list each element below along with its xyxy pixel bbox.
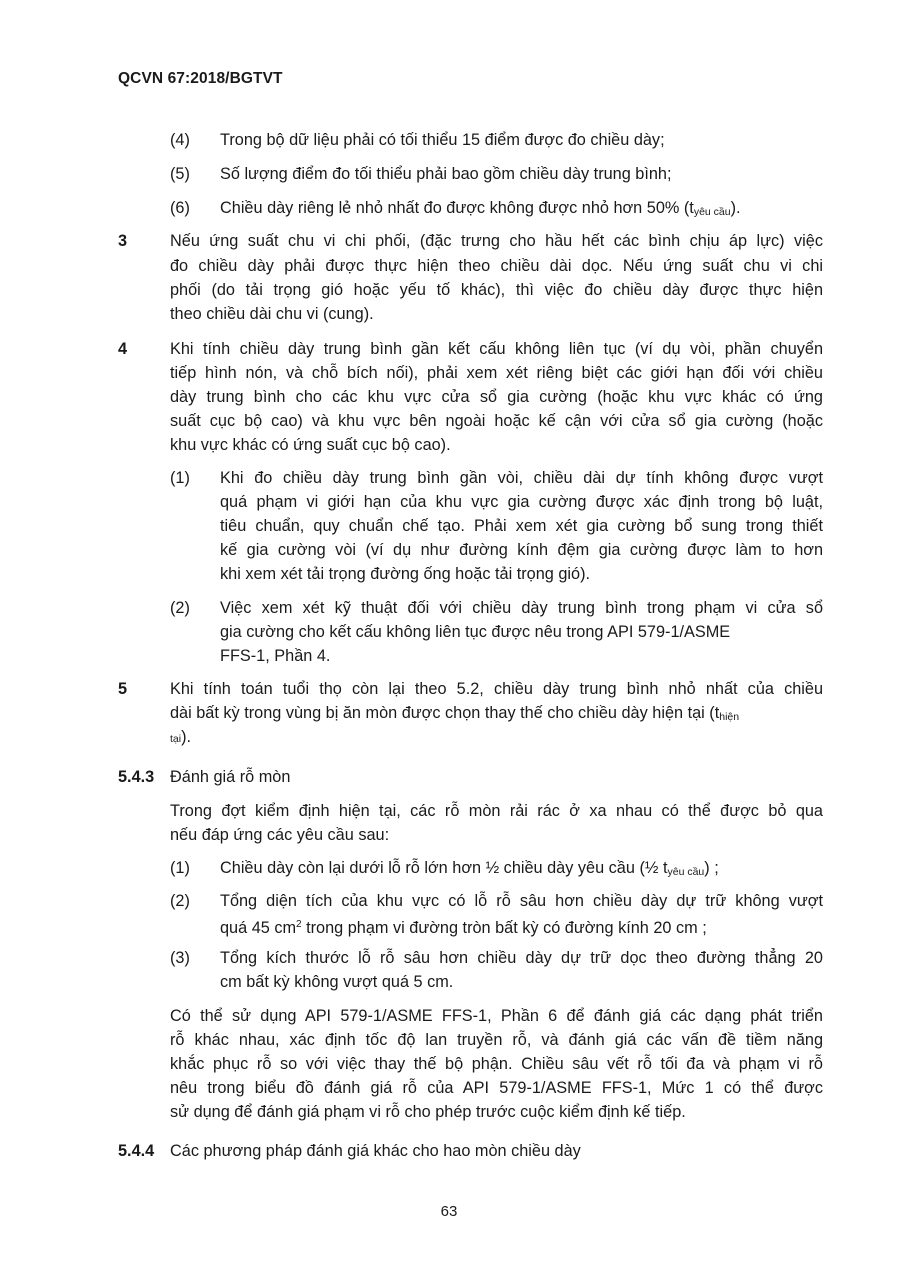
list-marker: (1) xyxy=(170,469,190,487)
paragraph-line: theo chiều dài chu vi (cung). xyxy=(170,305,374,323)
paragraph-number: 4 xyxy=(118,340,128,358)
list-marker: (6) xyxy=(170,199,190,217)
paragraph-line: Trong đợt kiểm định hiện tại, các rỗ mòn rải rác ở xa nhau có thể được bỏ qua xyxy=(170,802,823,820)
list-item-line: Tổng kích thước lỗ rỗ sâu hơn chiều dày dự trữ dọc theo đường thẳng 20 xyxy=(220,949,823,967)
section-number: 5.4.3 xyxy=(118,768,155,786)
list-item-text: Trong bộ dữ liệu phải có tối thiểu 15 điểm được đo chiều dày; xyxy=(220,131,665,149)
list-item-text: Chiều dày còn lại dưới lỗ rỗ lớn hơn ½ chiều dày yêu cầu (½ $t_{yêu cầu}$) ; xyxy=(220,859,719,878)
list-item-line: kế gia cường vòi (ví dụ như đường kính đệm gia cường được làm to hơn xyxy=(220,541,823,559)
list-item-line: tiêu chuẩn, quy chuẩn chế tạo. Phải xem xét gia cường bổ sung trong thiết xyxy=(220,517,823,535)
list-item-line: Việc xem xét kỹ thuật đối với chiều dày trung bình trong phạm vi cửa sổ xyxy=(220,599,823,617)
paragraph-line: Khi tính toán tuổi thọ còn lại theo 5.2, chiều dày trung bình nhỏ nhất của chiều xyxy=(170,680,823,698)
paragraph-line: tại). xyxy=(170,728,192,746)
paragraph-line: sử dụng để đánh giá phạm vi rỗ cho phép trước cuộc kiểm định kế tiếp. xyxy=(170,1103,686,1121)
list-marker: (2) xyxy=(170,892,190,910)
paragraph-line: Nếu ứng suất chu vi chi phối, (đặc trưng cho hầu hết các bình chịu áp lực) việc xyxy=(170,232,823,250)
paragraph-line: tiếp hình nón, và chỗ bích nối), phải xem xét riêng biệt các giới hạn đối với chiều xyxy=(170,364,823,382)
section-title: Các phương pháp đánh giá khác cho hao mòn chiều dày xyxy=(170,1142,581,1160)
paragraph-line: suất cục bộ cao) và khu vực bên ngoài hoặc kế cận với cửa sổ gia cường (hoặc xyxy=(170,412,823,430)
paragraph-line: đo chiều dày phải được thực hiện theo chiều dài dọc. Nếu ứng suất chu vi chi xyxy=(170,257,823,275)
list-item-line: FFS-1, Phần 4. xyxy=(220,647,331,665)
list-item-line: Tổng diện tích của khu vực có lỗ rỗ sâu hơn chiều dày dự trữ không vượt xyxy=(220,892,823,910)
list-item-line: khi xem xét tải trọng đường ống hoặc tải trọng gió). xyxy=(220,565,591,583)
list-marker: (1) xyxy=(170,859,190,877)
paragraph-line: dày trung bình cho các khu vực cửa sổ gia cường (hoặc khu vực khác có ứng xyxy=(170,388,823,406)
paragraph-number: 3 xyxy=(118,232,128,250)
list-item-line: Khi đo chiều dày trung bình gần vòi, chiều dài dự tính không được vượt xyxy=(220,469,823,487)
paragraph-line: dài bất kỳ trong vùng bị ăn mòn được chọn thay thế cho chiều dày hiện tại ($t_{hiện}$ xyxy=(170,704,740,723)
list-item-text: Chiều dày riêng lẻ nhỏ nhất đo được không được nhỏ hơn 50% $(t_{yêu cầu})$. xyxy=(220,199,741,218)
paragraph-line: khu vực khác có ứng suất cục bộ cao). xyxy=(170,436,451,454)
paragraph-line: Khi tính chiều dày trung bình gần kết cấu không liên tục (ví dụ vòi, phần chuyển xyxy=(170,340,823,358)
list-marker: (5) xyxy=(170,165,190,183)
section-number: 5.4.4 xyxy=(118,1142,155,1160)
list-marker: (2) xyxy=(170,599,190,617)
paragraph-line: nêu trong biểu đồ đánh giá rỗ của API 579-1/ASME FFS-1, Mức 1 có thể được xyxy=(170,1079,823,1097)
list-item-line: gia cường cho kết cấu không liên tục được nêu trong API 579-1/ASME xyxy=(220,623,731,641)
list-marker: (4) xyxy=(170,131,190,149)
paragraph-line: rỗ khác nhau, xác định tốc độ lan truyền rỗ, và đánh giá các vấn đề tiềm năng xyxy=(170,1031,823,1049)
document-code-header: QCVN 67:2018/BGTVT xyxy=(118,70,283,87)
paragraph-line: khắc phục rỗ so với việc thay thế bộ phận. Chiều sâu vết rỗ tối đa và phạm vi rỗ xyxy=(170,1055,823,1073)
section-title: Đánh giá rỗ mòn xyxy=(170,768,291,786)
list-item-line: cm bất kỳ không vượt quá 5 cm. xyxy=(220,973,454,991)
paragraph-line: nếu đáp ứng các yêu cầu sau: xyxy=(170,826,390,844)
paragraph-line: phối (do tải trọng gió hoặc yếu tố khác), thì việc đo chiều dày được thực hiện xyxy=(170,281,823,299)
paragraph-line: Có thể sử dụng API 579-1/ASME FFS-1, Phần 6 để đánh giá các dạng phát triển xyxy=(170,1007,823,1025)
list-item-text: Số lượng điểm đo tối thiểu phải bao gồm chiều dày trung bình; xyxy=(220,165,672,183)
list-marker: (3) xyxy=(170,949,190,967)
list-item-line: quá 45 $cm^2$ trong phạm vi đường tròn bất kỳ có đường kính 20 cm ; xyxy=(220,919,707,937)
page-number: 63 xyxy=(440,1203,458,1220)
list-item-line: quá phạm vi giới hạn của khu vực gia cường được xác định trong bộ luật, xyxy=(220,493,823,511)
paragraph-number: 5 xyxy=(118,680,128,698)
